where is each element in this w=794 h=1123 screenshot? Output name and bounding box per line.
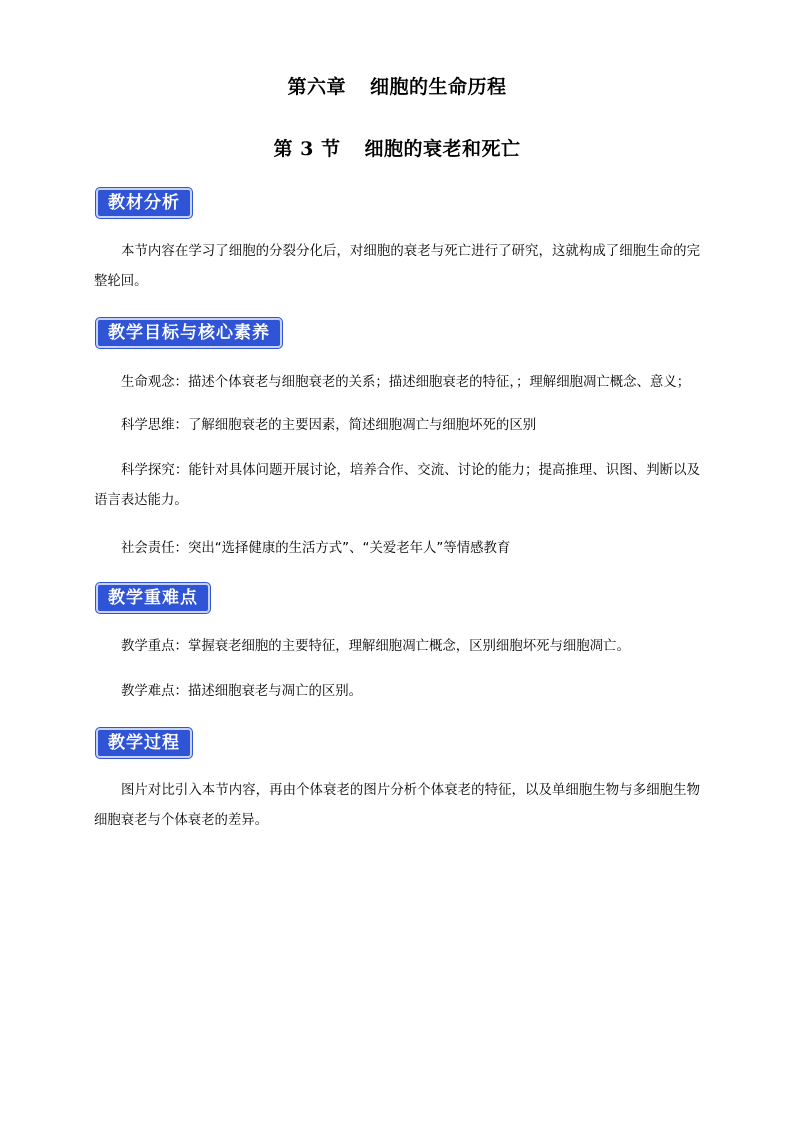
key-point-focus: 教学重点：掌握衰老细胞的主要特征，理解细胞凋亡概念，区别细胞坏死与细胞凋亡。 bbox=[121, 639, 630, 654]
analysis-paragraph: 本节内容在学习了细胞的分裂分化后，对细胞的衰老与死亡进行了研究，这就构成了细胞生命的完整轮回。 bbox=[94, 244, 700, 289]
objective-social-responsibility: 社会责任：突出“选择健康的生活方式”、“关爱老年人”等情感教育 bbox=[121, 541, 511, 556]
section-title-text: 细胞的衰老和死亡 bbox=[364, 138, 521, 160]
heading-objectives: 教学目标与核心素养 bbox=[96, 318, 282, 348]
key-point-difficulty: 教学难点：描述细胞衰老与凋亡的区别。 bbox=[121, 684, 363, 699]
section-title-label: 第 3 节 bbox=[273, 138, 341, 160]
objective-life-concept: 生命观念：描述个体衰老与细胞衰老的关系；描述细胞衰老的特征，；理解细胞凋亡概念、意义； bbox=[121, 375, 691, 390]
objective-scientific-inquiry: 科学探究：能针对具体问题开展讨论，培养合作、交流、讨论的能力；提高推理、识图、判断以及语言表达能力。 bbox=[94, 463, 700, 508]
heading-process: 教学过程 bbox=[96, 728, 192, 758]
heading-key-points: 教学重难点 bbox=[96, 583, 210, 613]
process-paragraph: 图片对比引入本节内容，再由个体衰老的图片分析个体衰老的特征，以及单细胞生物与多细胞生物细胞衰老与个体衰老的差异。 bbox=[94, 783, 700, 828]
chapter-title-text: 细胞的生命历程 bbox=[370, 76, 507, 98]
chapter-title bbox=[0, 72, 794, 99]
chapter-title-label: 第六章 bbox=[287, 76, 346, 98]
objective-scientific-thinking: 科学思维：了解细胞衰老的主要因素，简述细胞凋亡与细胞坏死的区别 bbox=[121, 418, 537, 433]
section-title bbox=[0, 134, 794, 161]
heading-analysis: 教材分析 bbox=[96, 188, 192, 218]
